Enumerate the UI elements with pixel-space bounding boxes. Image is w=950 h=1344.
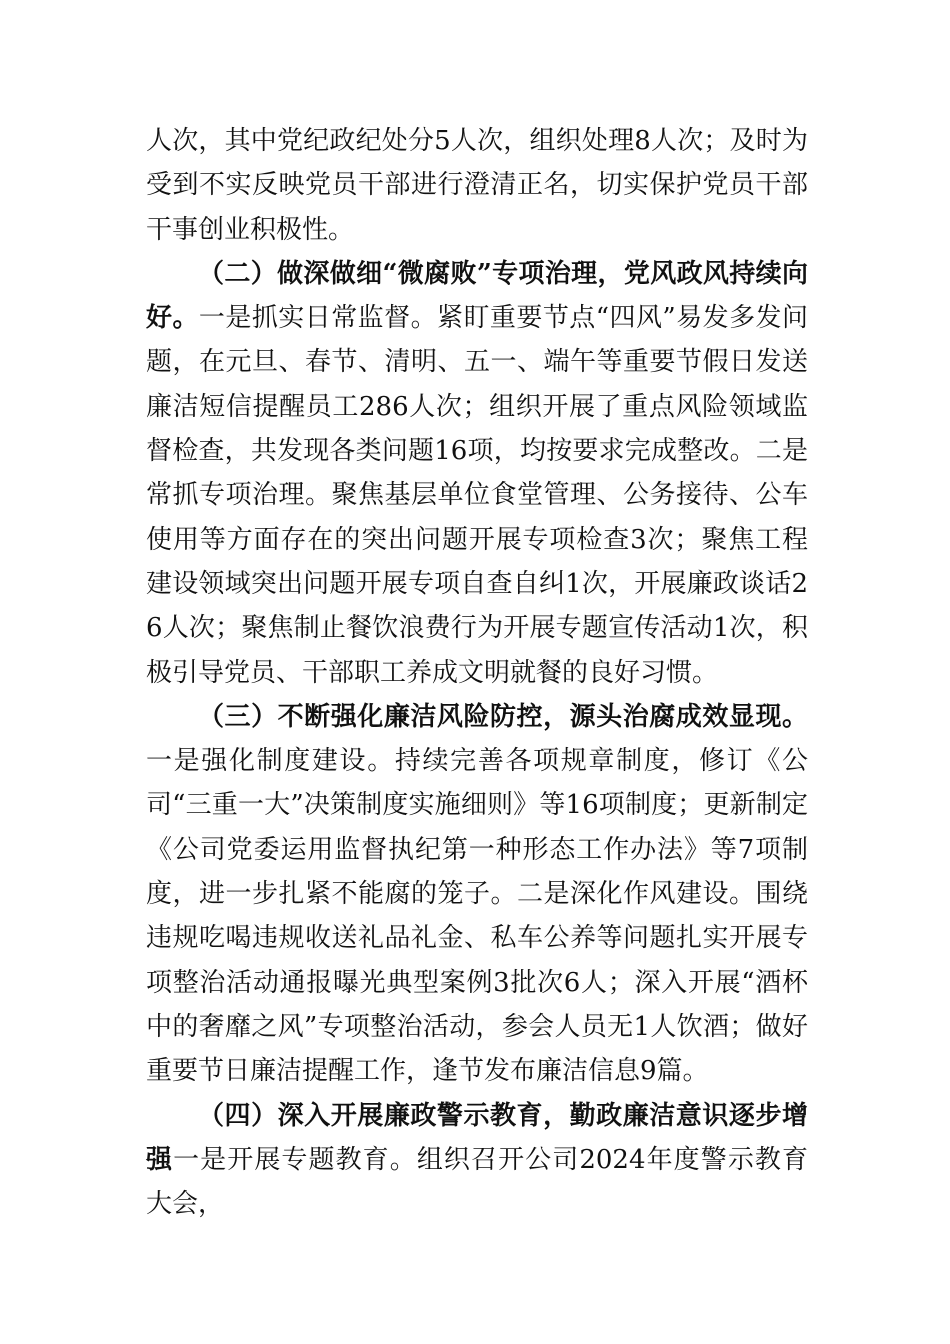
paragraph-body: 一是强化制度建设。持续完善各项规章制度，修订《公司“三重一大”决策制度实施细则》等16项制度；更新制定《公司党委运用监督执纪第一种形态工作办法》等7项制度，进一步扎紧不能腐的笼子。二是深化作风建设。围绕违规吃喝违规收送礼品礼金、私车公养等问题扎实开展专项整治活动通报曝光典型案例3批次6人；深入开展“酒杯中的奢靡之风”专项整治活动，参会人员无1人饮酒；做好重要节日廉洁提醒工作，逢节发布廉洁信息9篇。	[146, 746, 808, 1087]
paragraph-body: 人次，其中党纪政纪处分5人次，组织处理8人次；及时为受到不实反映党员干部进行澄清正名，切实保护党员干部干事创业积极性。	[146, 126, 808, 245]
paragraph-body: 一是开展专题教育。组织召开公司2024年度警示教育大会，	[146, 1144, 808, 1220]
paragraph-section-3	[146, 695, 808, 1094]
section-heading: （四）深入开展廉政警示教育，勤政廉洁意识逐步增强	[146, 1100, 808, 1175]
paragraph-continuation	[146, 119, 808, 252]
section-heading: （三）不断强化廉洁风险防控，源头治腐成效显现。	[198, 701, 808, 732]
paragraph-section-4	[146, 1094, 808, 1227]
document-body	[146, 119, 808, 1226]
paragraph-section-2	[146, 252, 808, 695]
paragraph-body: 一是抓实日常监督。紧盯重要节点“四风”易发多发问题，在元旦、春节、清明、五一、端午等重要节假日发送廉洁短信提醒员工286人次；组织开展了重点风险领域监督检查，共发现各类问题16项，均按要求完成整改。二是常抓专项治理。聚焦基层单位食堂管理、公务接待、公车使用等方面存在的突出问题开展专项检查3次；聚焦工程建设领域突出问题开展专项自查自纠1次，开展廉政谈话26人次；聚焦制止餐饮浪费行为开展专题宣传活动1次，积极引导党员、干部职工养成文明就餐的良好习惯。	[146, 303, 808, 688]
section-heading: （二）做深做细“微腐败”专项治理，党风政风持续向好。	[146, 258, 808, 334]
